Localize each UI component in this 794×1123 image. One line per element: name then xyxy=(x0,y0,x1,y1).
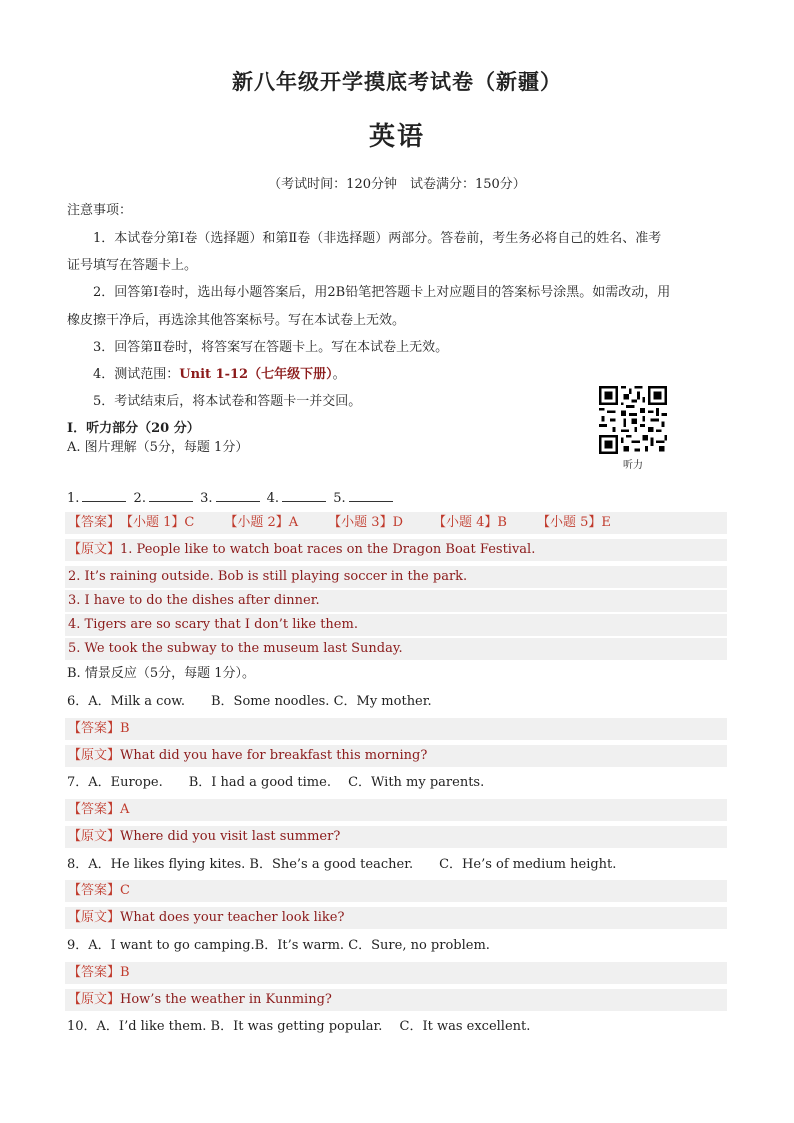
original-8-band xyxy=(65,907,727,929)
original-6-band xyxy=(65,745,727,767)
listening-qr-code-icon[interactable] xyxy=(599,386,667,454)
original-8: What does your teacher look like? xyxy=(120,910,345,925)
part-a-original-4 xyxy=(65,614,727,636)
original-text: 3. I have to do the dishes after dinner. xyxy=(68,593,320,608)
blank-3[interactable] xyxy=(216,489,260,502)
part-a-answer-band xyxy=(65,512,727,534)
part-a-original-5 xyxy=(65,638,727,660)
answer-blanks xyxy=(67,489,396,508)
note-3: 3．回答第Ⅱ卷时，将答案写在答题卡上。写在本试卷上无效。 xyxy=(93,340,449,355)
answer-item: 【小题 2】A xyxy=(224,515,299,530)
answer-item: 【小题 4】B xyxy=(433,515,507,530)
answer-6-band xyxy=(65,718,727,740)
question-10: 10．A．I’d like them. B．It was getting popular. C．It was excellent. xyxy=(67,1019,531,1034)
question-9: 9．A．I want to go camping.B．It’s warm. C．Sure, no problem. xyxy=(67,938,490,953)
original-text: 2. It’s raining outside. Bob is still playing soccer in the park. xyxy=(68,569,468,584)
answer-item: 【小题 5】E xyxy=(536,515,611,530)
answer-9-band xyxy=(65,962,727,984)
answer-8-band xyxy=(65,880,727,902)
blank-label-4: 4. xyxy=(266,491,280,506)
answer-9: B xyxy=(120,965,130,980)
original-text: 4. Tigers are so scary that I don’t like them. xyxy=(68,617,358,632)
blank-2[interactable] xyxy=(149,489,193,502)
original-tag: 【原文】 xyxy=(68,829,121,844)
part-b-title: B. 情景反应（5分，每题 1分）。 xyxy=(67,666,255,681)
original-tag: 【原文】 xyxy=(68,542,121,557)
note-1-line-2: 证号填写在答题卡上。 xyxy=(67,258,198,273)
blank-label-1: 1. xyxy=(67,491,80,506)
answer-7: A xyxy=(120,802,130,817)
qr-label: 听力 xyxy=(623,460,643,471)
answer-item: 【小题 1】C xyxy=(120,515,195,530)
note-2-line-2: 橡皮擦干净后，再选涂其他答案标号。写在本试卷上无效。 xyxy=(67,313,406,328)
question-6: 6．A．Milk a cow. B．Some noodles. C．My mother. xyxy=(67,694,432,709)
section-listening: Ⅰ．听力部分（20 分） xyxy=(67,421,200,436)
original-9-band xyxy=(65,989,727,1011)
note-2-line-1: 2．回答第Ⅰ卷时，选出每小题答案后，用2B铅笔把答题卡上对应题目的答案标号涂黑。如需改动，用 xyxy=(93,285,671,300)
original-text: 1. People like to watch boat races on the Dragon Boat Festival. xyxy=(120,542,536,557)
note-5: 5．考试结束后，将本试卷和答题卡一并交回。 xyxy=(93,394,362,409)
blank-label-3: 3. xyxy=(200,491,213,506)
subject-title: 英语 xyxy=(368,122,425,152)
original-7: Where did you visit last summer? xyxy=(120,829,341,844)
note-4-prefix: 4．测试范围： xyxy=(93,367,180,382)
original-6: What did you have for breakfast this morning? xyxy=(120,748,428,763)
note-4-suffix: 。 xyxy=(332,367,346,382)
part-a-original-2 xyxy=(65,566,727,588)
original-tag: 【原文】 xyxy=(68,992,121,1007)
blank-1[interactable] xyxy=(82,489,126,502)
original-tag: 【原文】 xyxy=(68,748,121,763)
answer-tag: 【答案】 xyxy=(68,515,121,530)
blank-5[interactable] xyxy=(349,489,393,502)
answer-tag: 【答案】 xyxy=(68,883,121,898)
question-7: 7．A．Europe. B．I had a good time. C．With my parents. xyxy=(67,775,485,790)
answer-tag: 【答案】 xyxy=(68,802,121,817)
answer-6: B xyxy=(120,721,130,736)
answer-tag: 【答案】 xyxy=(68,965,121,980)
note-1-line-1: 1．本试卷分第Ⅰ卷（选择题）和第Ⅱ卷（非选择题）两部分。答卷前，考生务必将自己的姓名、准考 xyxy=(93,231,662,246)
original-tag: 【原文】 xyxy=(68,910,121,925)
exam-meta: （考试时间：120分钟 试卷满分：150分） xyxy=(268,177,526,192)
answer-item: 【小题 3】D xyxy=(328,515,403,530)
original-text: 5. We took the subway to the museum last Sunday. xyxy=(68,641,403,656)
blank-4[interactable] xyxy=(282,489,326,502)
part-a-title: A. 图片理解（5分，每题 1分） xyxy=(67,440,249,455)
answer-7-band xyxy=(65,799,727,821)
test-range: Unit 1-12（七年级下册） xyxy=(179,367,333,382)
blank-label-2: 2. xyxy=(133,491,146,506)
exam-title: 新八年级开学摸底考试卷（新疆） xyxy=(232,69,562,94)
part-a-original-1 xyxy=(65,539,727,561)
notes-heading: 注意事项： xyxy=(67,203,133,218)
blank-label-5: 5. xyxy=(333,491,346,506)
original-9: How’s the weather in Kunming? xyxy=(120,992,332,1007)
original-7-band xyxy=(65,826,727,848)
note-4 xyxy=(93,366,346,384)
answer-8: C xyxy=(120,883,130,898)
answer-tag: 【答案】 xyxy=(68,721,121,736)
question-8: 8．A．He likes flying kites. B．She’s a good teacher. C．He’s of medium height. xyxy=(67,857,617,872)
part-a-original-3 xyxy=(65,590,727,612)
